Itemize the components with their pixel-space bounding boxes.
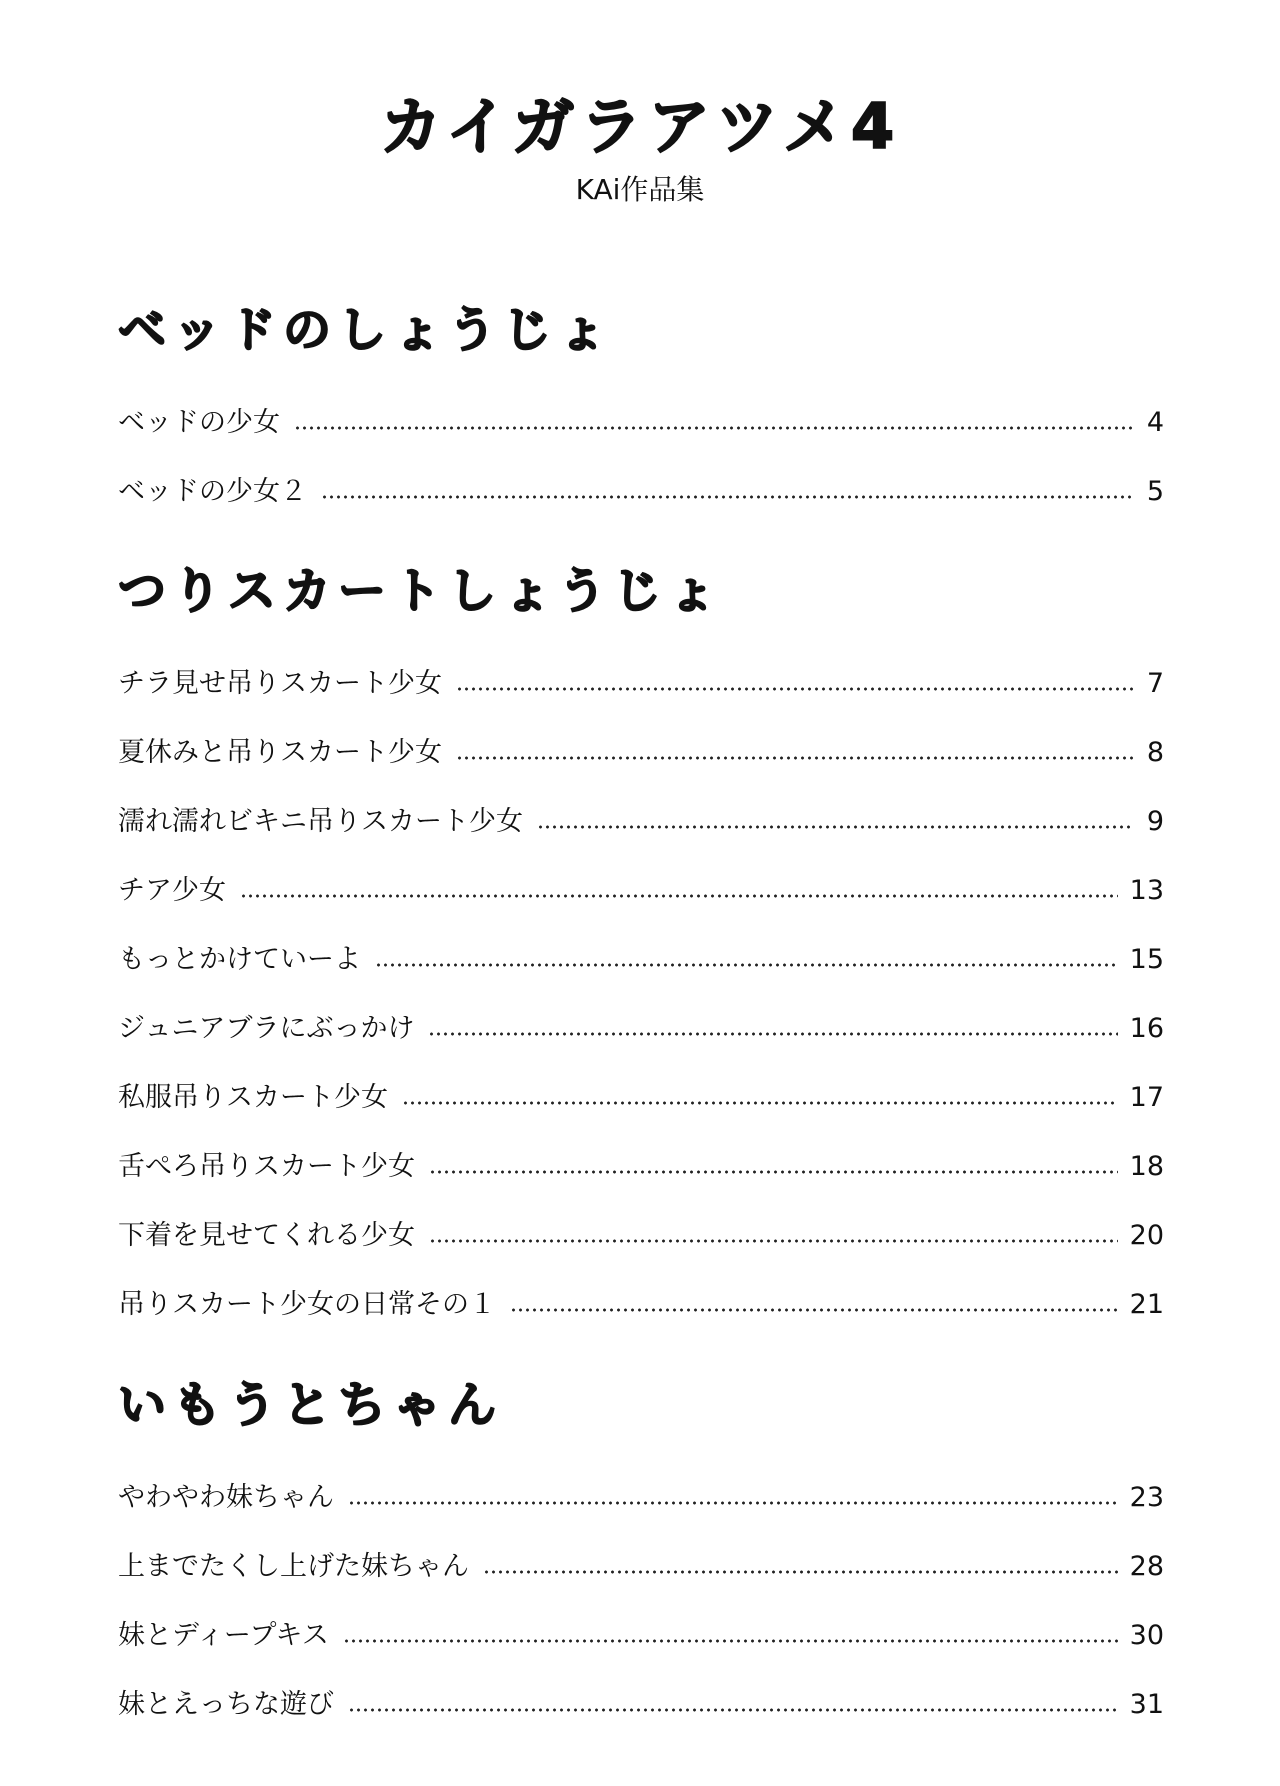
- section-heading: いもうとちゃん: [118, 1377, 504, 1433]
- toc-entry-title: 妹とディープキス: [118, 1619, 329, 1651]
- toc-entry-list: [118, 649, 1164, 1339]
- toc-entry-page-number: 23: [1129, 1481, 1164, 1513]
- book-title: カイガラアツメ4: [379, 90, 901, 163]
- toc-section: [118, 300, 1164, 526]
- book-subtitle: KAi作品集: [575, 173, 705, 206]
- toc-entry-title: 上までたくし上げた妹ちゃん: [118, 1550, 469, 1582]
- toc-entry: [118, 1201, 1164, 1270]
- toc-section: [118, 561, 1164, 1339]
- toc-entry-page-number: 5: [1146, 475, 1164, 507]
- toc-entry-title: 私服吊りスカート少女: [118, 1081, 388, 1113]
- toc-entry: [118, 994, 1164, 1063]
- dot-leader: [456, 687, 1134, 691]
- toc-entry-page-number: 17: [1129, 1081, 1164, 1113]
- toc-entry: [118, 856, 1164, 925]
- toc-entry-list: [118, 388, 1164, 526]
- toc-entry: [118, 718, 1164, 787]
- toc-entry: [118, 1670, 1164, 1739]
- toc-entry-list: [118, 1463, 1164, 1739]
- dot-leader: [428, 1032, 1117, 1036]
- toc-entry-page-number: 20: [1129, 1219, 1164, 1251]
- toc-entry-title: やわやわ妹ちゃん: [118, 1481, 334, 1513]
- toc-entry-page-number: 28: [1129, 1550, 1164, 1582]
- toc-entry-page-number: 8: [1146, 736, 1164, 768]
- dot-leader: [240, 894, 1118, 898]
- dot-leader: [343, 1639, 1118, 1643]
- toc-entry-page-number: 30: [1129, 1619, 1164, 1651]
- toc-entry: [118, 649, 1164, 718]
- toc-entry-page-number: 9: [1146, 805, 1164, 837]
- dot-leader: [348, 1501, 1118, 1505]
- dot-leader: [510, 1308, 1118, 1312]
- dot-leader: [402, 1101, 1118, 1105]
- toc-entry: [118, 457, 1164, 526]
- dot-leader: [537, 825, 1134, 829]
- toc-entry: [118, 1063, 1164, 1132]
- toc-entry-page-number: 31: [1129, 1688, 1164, 1720]
- toc-entry-title: もっとかけていーよ: [118, 943, 361, 975]
- toc-entry-title: 吊りスカート少女の日常その１: [118, 1288, 496, 1320]
- dot-leader: [483, 1570, 1118, 1574]
- section-heading: ベッドのしょうじょ: [118, 302, 614, 358]
- toc-entry-page-number: 7: [1146, 667, 1164, 699]
- dot-leader: [456, 756, 1134, 760]
- toc-entry: [118, 1463, 1164, 1532]
- toc-entry-page-number: 4: [1146, 406, 1164, 438]
- toc-entry-page-number: 21: [1129, 1288, 1164, 1320]
- toc-entry-title: 妹とえっちな遊び: [118, 1688, 334, 1720]
- toc-entry-title: ジュニアブラにぶっかけ: [118, 1012, 415, 1044]
- toc-entry-title: 夏休みと吊りスカート少女: [118, 736, 442, 768]
- toc-section: [118, 1375, 1164, 1739]
- toc-entry-title: チア少女: [118, 874, 226, 906]
- toc-entry-page-number: 13: [1129, 874, 1164, 906]
- dot-leader: [429, 1170, 1118, 1174]
- toc-entry: [118, 1601, 1164, 1670]
- dot-leader: [375, 963, 1118, 967]
- toc-entry-title: チラ見せ吊りスカート少女: [118, 667, 442, 699]
- toc-entry-page-number: 18: [1129, 1150, 1164, 1182]
- toc-entry: [118, 925, 1164, 994]
- toc-entry-title: ベッドの少女: [118, 406, 280, 438]
- toc-entry: [118, 787, 1164, 856]
- dot-leader: [348, 1708, 1118, 1712]
- toc-entry-page-number: 16: [1129, 1012, 1164, 1044]
- dot-leader: [294, 426, 1134, 430]
- toc-entry-page-number: 15: [1129, 943, 1164, 975]
- toc-entry-title: 濡れ濡れビキニ吊りスカート少女: [118, 805, 523, 837]
- dot-leader: [429, 1239, 1118, 1243]
- toc-entry-title: ベッドの少女２: [118, 475, 307, 507]
- toc-entry: [118, 1532, 1164, 1601]
- toc-entry: [118, 1270, 1164, 1339]
- toc-entry: [118, 388, 1164, 457]
- toc-entry: [118, 1132, 1164, 1201]
- dot-leader: [321, 495, 1134, 499]
- section-heading: つりスカートしょうじょ: [118, 563, 724, 619]
- toc-entry-title: 下着を見せてくれる少女: [118, 1219, 415, 1251]
- toc-entry-title: 舌ぺろ吊りスカート少女: [118, 1150, 415, 1182]
